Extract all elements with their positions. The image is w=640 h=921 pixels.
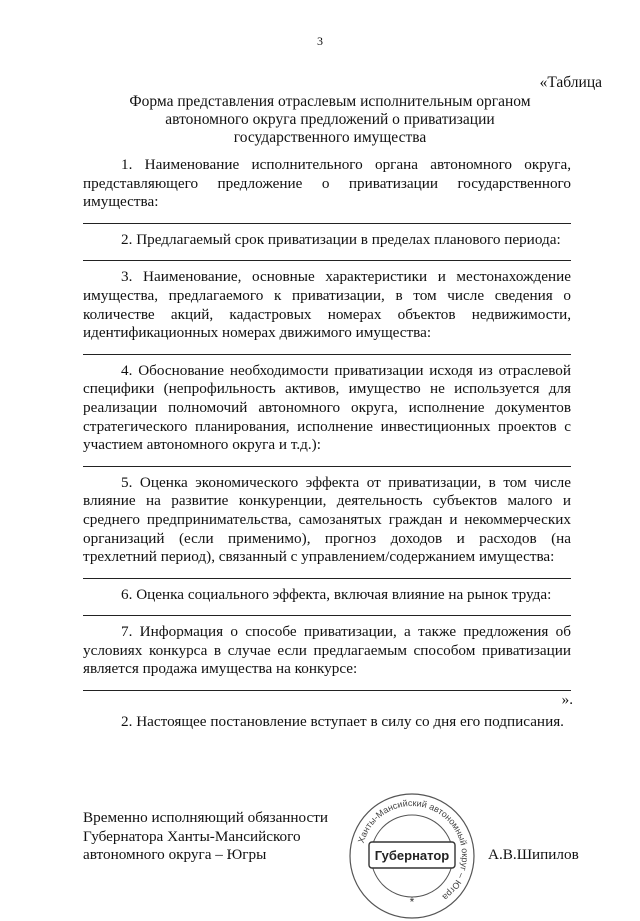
fill-line-3 — [83, 343, 571, 355]
form-content — [83, 156, 571, 732]
form-item-2: 2. Предлагаемый срок приватизации в пределах планового периода: — [121, 230, 561, 248]
form-title: Форма представления отраслевым исполнительным органом автономного округа предложений о приватизации государственного имущества — [129, 93, 531, 146]
official-seal — [347, 791, 477, 921]
fill-line-5 — [83, 567, 571, 579]
final-clause: 2. Настоящее постановление вступает в силу со дня его подписания. — [121, 713, 564, 731]
fill-line-1 — [83, 212, 571, 224]
form-item-1: 1. Наименование исполнительного органа автономного округа, представляющего предложение о приватизации государственного имущества: — [83, 156, 571, 211]
form-item-6: 6. Оценка социального эффекта, включая влияние на рынок труда: — [121, 585, 552, 603]
closing-quote: ». — [561, 691, 573, 709]
form-item-5: 5. Оценка экономического эффекта от приватизации, в том числе влияние на развитие конкуренции, деятельность субъектов малого и среднего предпринимательства, самозанятых граждан и некоммерческих организаций (если применимо), прогноз доходов и расходов (на трехлетний период), связанный с управлением/содержанием имущества: — [83, 473, 571, 566]
closing-quote-row — [83, 691, 573, 710]
seal-star: * — [409, 895, 415, 909]
fill-line-2 — [83, 249, 571, 261]
signatory-title-line-3: автономного округа – Югры — [83, 846, 267, 864]
seal-center-text: Губернатор — [374, 848, 450, 863]
signatory-title-line-2: Губернатора Ханты-Мансийского — [83, 827, 301, 845]
fill-line-7 — [83, 679, 571, 691]
form-item-7: 7. Информация о способе приватизации, а также предложения об условиях конкурса в случае если предлагаемым способом приватизации является продажа имущества на конкурсе: — [83, 623, 571, 678]
page-number: 3 — [317, 34, 323, 48]
table-mark: «Таблица — [539, 74, 602, 91]
signatory-title-line-1: Временно исполняющий обязанности — [83, 809, 329, 826]
form-item-4: 4. Обоснование необходимости приватизации исходя из отраслевой специфики (непрофильность активов, имущество не используется для реализации полномочий автономного округа, исполнение документов стратегического планирования, исполнение инвестиционных проектов с участием автономного округа и т.д.): — [83, 361, 571, 454]
form-item-3: 3. Наименование, основные характеристики и местонахождение имущества, предлагаемого к приватизации, в том числе сведения о количестве акций, кадастровых номерах объектов недвижимости, идентификационных номерах движимого имущества: — [83, 268, 571, 342]
fill-line-6 — [83, 604, 571, 616]
seal-ring-text: Ханты-Мансийский автономный округ – Югра — [355, 797, 471, 903]
fill-line-4 — [83, 455, 571, 467]
signatory-title — [83, 809, 328, 865]
signatory-name: А.В.Шипилов — [488, 846, 579, 863]
